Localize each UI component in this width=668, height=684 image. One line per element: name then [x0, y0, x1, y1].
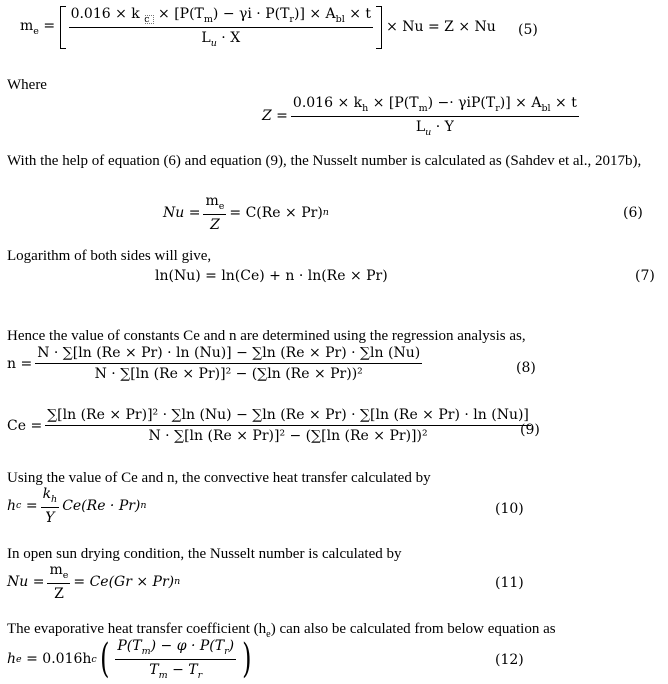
- evaporative-intro-text: The evaporative heat transfer coefficient $(h_e)$ can also be calculated from below equation as: [7, 621, 556, 640]
- eq5-bracket: [60, 6, 383, 49]
- equation-12: h e = 0.016h c ( $\frac{P(T_m) - \varphi \cdot P(T_r)}{T_m - T_r}$ ): [7, 636, 252, 683]
- convective-intro-text: Using the value of Ce and n, the convective heat transfer calculated by: [7, 470, 431, 486]
- equation-7: ln(Nu) = ln(Ce) + n · ln(Re × Pr): [155, 268, 388, 284]
- eq6-number: (6): [623, 205, 643, 221]
- z-numerator: $0.016 \times k_h \times [P(T_m) -\cdot \gamma iP(T_r)] \times A_{bl} \times t$: [291, 95, 579, 117]
- z-definition: Z = $\frac{0.016 \times k_h \times [P(T_m) -\cdot \gamma iP(T_r)] \times A_{bl} \times t}{L_u \cdot Y}$: [262, 95, 577, 138]
- z-denominator: $L_u \cdot Y$: [415, 118, 454, 138]
- log-intro-text: Logarithm of both sides will give,: [7, 248, 212, 264]
- where-text: Where: [7, 77, 47, 93]
- regression-intro-text: Hence the value of constants Ce and n are determined using the regression analysis as,: [7, 328, 526, 344]
- eq5-numerator: 0.016 × k $_c \times [P(T_m) - \gamma i \cdot P(T_r)] \times A_{bl} \times t$: [69, 6, 374, 28]
- left-paren: (: [99, 636, 110, 683]
- equation-11: Nu = $\frac{m_e}{Z}$ = Ce(Gr × Pr) n: [7, 562, 181, 602]
- eq9-fraction: ∑[ln (Re × Pr)]² · ∑ln (Nu) − ∑ln (Re × Pr) · ∑[ln (Re × Pr) · ln (Nu)] N · ∑[ln (Re × Pr)]² − (∑[ln (Re × Pr)])²: [47, 407, 529, 444]
- eq5-number: (5): [518, 22, 538, 38]
- equation-10: h c = $\frac{k_h}{Y}$ Ce(Re · Pr) n: [7, 486, 147, 526]
- open-sun-intro-text: In open sun drying condition, the Nusselt number is calculated by: [7, 546, 402, 562]
- eq11-fraction: $\frac{m_e}{Z}$: [49, 562, 69, 602]
- eq5-lhs: $m_e$ =: [20, 17, 60, 37]
- eq12-number: (12): [495, 652, 524, 668]
- placeholder-box-icon: [145, 15, 154, 24]
- nusselt-intro-text: With the help of equation (6) and equation (9), the Nusselt number is calculated as (Sahdev et al., 2017b),: [7, 153, 642, 169]
- eq10-number: (10): [495, 501, 524, 517]
- eq11-number: (11): [495, 575, 524, 591]
- eq12-fraction: $\frac{P(T_m) - \varphi \cdot P(T_r)}{T_m - T_r}$: [117, 638, 235, 681]
- eq8-number: (8): [516, 360, 536, 376]
- eq9-number: (9): [520, 422, 540, 438]
- eq5-rhs: × Nu = Z × Nu: [386, 19, 496, 36]
- right-paren: ): [242, 636, 252, 683]
- eq10-fraction: $\frac{k_h}{Y}$: [42, 486, 58, 526]
- eq8-fraction: $\frac{N \cdot \sum[\ln (Re \times Pr) \cdot \ln (Nu)] - \sum\ln (Re \times Pr) \cdot \sum\ln (Nu)}{\text{N · ∑[ln (Re × Pr)]² − (∑ln (Re × Pr))²}}$: [37, 345, 421, 382]
- z-fraction: [291, 95, 579, 138]
- eq5-fraction: [69, 6, 374, 49]
- eq5-denominator: $L_u \cdot X$: [201, 29, 241, 49]
- equation-6: Nu = $\frac{m_e}{Z}$ = C(Re × Pr) n: [163, 193, 329, 233]
- equation-5: [20, 6, 496, 49]
- equation-9: Ce = ∑[ln (Re × Pr)]² · ∑ln (Nu) − ∑ln (Re × Pr) · ∑[ln (Re × Pr) · ln (Nu)] N · ∑[ln (Re × Pr)]² − (∑[ln (Re × Pr)])²: [7, 407, 529, 444]
- equation-8: n = $\frac{N \cdot \sum[\ln (Re \times Pr) \cdot \ln (Nu)] - \sum\ln (Re \times Pr) \cdot \sum\ln (Nu)}{\text{N · ∑[ln (Re × Pr)]² − (∑ln (Re × Pr))²}}$: [7, 345, 421, 382]
- eq6-fraction: $\frac{m_e}{Z}$: [205, 193, 225, 233]
- eq7-number: (7): [635, 268, 655, 284]
